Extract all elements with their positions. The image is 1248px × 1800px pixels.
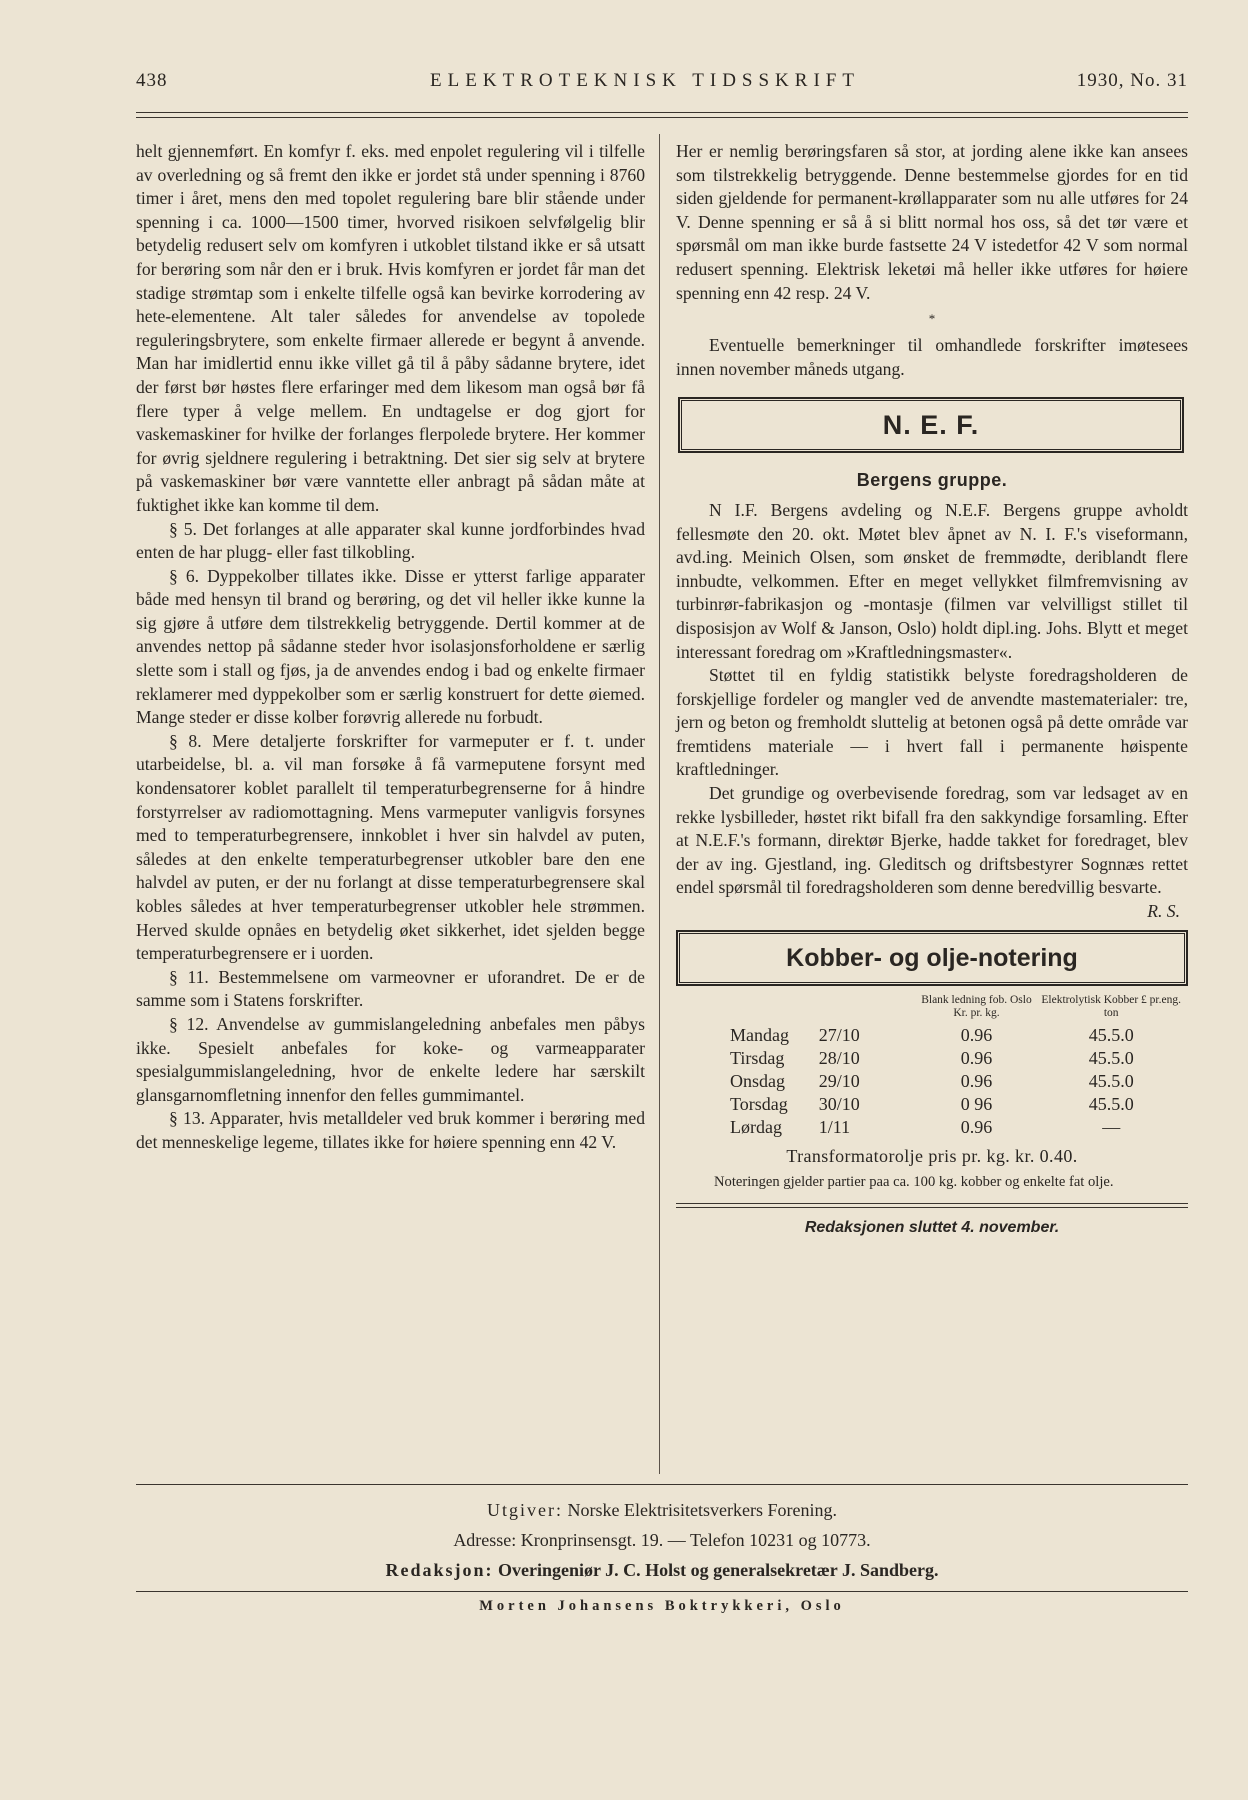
right-column	[676, 140, 1188, 1239]
table-row	[676, 1093, 1188, 1116]
blank-price: 0 96	[960, 1094, 993, 1115]
blank-price: 0.96	[960, 1117, 993, 1138]
utgiver-label: Utgiver:	[487, 1500, 564, 1520]
nef-paragraph-1: N I.F. Bergens avdeling og N.E.F. Bergens gruppe avholdt fellesmøte den 20. okt. Møtet blev åpnet av N. I. F.'s viseformann, avd.ing. Meinich Olsen, som ønsket de fremmødte, deriblandt flere innbudte, velkommen. Efter en meget vellykket filmfremvisning av turbinrør-fabrikasjon og -montasje (filmen var velvilligst stillet til disposisjon av Wolf & Janson, Oslo) holdt dipl.ing. Johs. Blytt et meget interessant foredrag om »Kraftledningsmaster«.	[676, 499, 1188, 662]
paragraph-section-11: § 11. Bestemmelsene om varmeovner er uforandret. De er de samme som i Statens forskrifter.	[136, 966, 645, 1011]
paragraph-section-6: § 6. Dyppekolber tillates ikke. Disse er ytterst farlige apparater både med hensyn til brand og berøring, og det vil heller ikke kunne la sig gjøre å utføre dem tilstrekkelig betryggende. Dertil kommer at de anvendes nettop på sådanne steder hvor isolasjonsforholdene er særlig slette som i stall og fjøs, ja de anvendes endog i bad og enkelte firmaer reklamerer med dyppekolber som er særlig konstruert for dette øiemed. Mange steder er disse kolber forøvrig allerede nu forbudt.	[136, 565, 645, 728]
date: 29/10	[818, 1071, 860, 1092]
elektro-price: 45.5.0	[1088, 1025, 1134, 1046]
paragraph-section-5: § 5. Det forlanges at alle apparater skal kunne jordforbindes hvad enten de har plugg- eller fast tilkobling.	[136, 518, 645, 563]
elektro-price: 45.5.0	[1088, 1048, 1134, 1069]
kobber-title: Kobber- og olje-notering	[786, 944, 1078, 973]
blank-price: 0.96	[960, 1048, 993, 1069]
table-row	[676, 1070, 1188, 1093]
paragraph-remarks: Eventuelle bemerkninger til omhandlede forskrifter imøtesees innen november måneds utgang.	[676, 335, 1188, 379]
kobber-table	[676, 994, 1188, 1139]
star-separator: *	[928, 311, 936, 327]
kobber-col-elektro: Elektrolytisk Kobber £ pr.eng. ton	[1041, 994, 1181, 1020]
nef-paragraph-3	[676, 782, 1188, 922]
elektro-price: —	[1102, 1117, 1121, 1138]
paragraph: helt gjennemført. En komfyr f. eks. med enpolet regulering vil i tilfelle av overledning og så fremt den ikke er jordet stå under spenning i 8760 timer i året, mens den med topolet regulering bare blir stående under spenning i ca. 1000—1500 timer, hvorved risikoen selvfølgelig blir betydelig redusert selv om komfyren i utkoblet tilstand ikke er så utsatt for berøring som når den er i bruk. Hvis komfyren er jordet får man det stadige strømtap som i enkelte tilfelle også kan bevirke korrodering av hete-elementene. Alt taler således for anvendelse av topolede reguleringsbrytere, som enkelte firmaer allerede er begynt å anvende. Man har imidlertid ennu ikke villet gå til å påby sådanne brytere, idet der først bør høstes flere erfaringer med dem likesom man også bør få flere typer å velge mellem. En undtagelse er dog gjort for vaskemaskiner for hvilke der forlanges flerpolede brytere. Her kommer for øvrig sjeldnere regulering i betraktning. Det sier sig selv at brytere på vaskemaskiner bør være vanntette eller anbragt på sådan måte at fuktighet ikke kan komme til dem.	[136, 141, 645, 515]
adresse-value: Kronprinsensgt. 19. — Telefon 10231 og 10773.	[520, 1530, 871, 1550]
redaksjon-label: Redaksjon:	[385, 1560, 494, 1580]
issue-number: 1930, No. 31	[1076, 70, 1188, 91]
paragraph-section-8: § 8. Mere detaljerte forskrifter for varmeputer er f. t. under utarbeidelse, bl. a. vil man forsøke å få varmeputene forsynt med kondensatorer koblet parallelt til temperaturbegrenserne for å hindre forstyrrelser av radiomottagning. Mens varmeputer vanligvis forsynes med to temperaturbegrensere, innkoblet i hver sin halvdel av puten, således at den enkelte temperaturbegrenser utkobler bare den ene halvdel av puten, er der nu forlangt at disse temperaturbegrensere skal kobles således at hver temperaturbegrenser utkobler hele strømmen. Herved skulde opnåes en betydelig øket sikkerhet, idet sjelden begge temperaturbegrensere er i uorden.	[136, 730, 645, 964]
nef-subtitle: Bergens gruppe.	[856, 470, 1008, 491]
end-rule	[676, 1203, 1188, 1208]
nef-title: N. E. F.	[882, 410, 980, 441]
footer-adresse	[136, 1530, 1188, 1551]
journal-title: ELEKTROTEKNISK TIDSSKRIFT	[430, 70, 860, 91]
elektro-price: 45.5.0	[1088, 1071, 1134, 1092]
paragraph-section-13: § 13. Apparater, hvis metalldeler ved bruk kommer i berøring med det menneskelige legeme, tillates ikke for høiere spenning enn 42 V.	[136, 1108, 645, 1152]
column-divider	[659, 134, 660, 1474]
transformer-oil-price: Transformatorolje pris pr. kg. kr. 0.40.	[786, 1146, 1078, 1167]
printer-rule	[136, 1591, 1188, 1592]
date: 28/10	[818, 1048, 860, 1069]
elektro-price: 45.5.0	[1088, 1094, 1134, 1115]
table-row	[676, 1116, 1188, 1139]
table-row	[676, 1047, 1188, 1070]
kobber-note: Noteringen gjelder partier paa ca. 100 kg. kobber og enkelte fat olje.	[714, 1173, 1114, 1190]
day: Onsdag	[730, 1071, 785, 1092]
printer-credit: Morten Johansens Boktrykkeri, Oslo	[479, 1598, 845, 1614]
adresse-label: Adresse:	[453, 1530, 517, 1550]
nef-title-box	[678, 397, 1184, 453]
table-row	[676, 1024, 1188, 1047]
date: 30/10	[818, 1094, 860, 1115]
paragraph: Her er nemlig berøringsfaren så stor, at jording alene ikke kan ansees som tilstrekkelig betryggende. Denne bestemmelse gjordes for en tid siden gjeldende for permanent-krøllapparater som nu alle utføres for 24 V. Denne spenning er så å si blitt normal hos oss, så det tør være et spørsmål om man ikke burde fastsette 24 V istedetfor 42 V som normal redusert spenning. Elektrisk leketøi må heller ikke utføres for høiere spenning enn 42 resp. 24 V.	[676, 141, 1188, 303]
footer-utgiver	[136, 1500, 1188, 1521]
date: 27/10	[818, 1025, 860, 1046]
footer-rule	[136, 1484, 1188, 1485]
left-column	[136, 140, 645, 1155]
nef-paragraph-2: Støttet til en fyldig statistikk belyste foredragsholderen de forskjellige fordeler og mangler ved de anvendte mastematerialer: tre, jern og beton og fremholdt sluttelig at betonen også på dette område var fremtidens materiale — i hvert fall i permanente høispente kraftledninger.	[676, 665, 1188, 780]
editorial-closing: Redaksjonen sluttet 4. november.	[804, 1218, 1060, 1236]
nef-paragraph-3-text: Det grundige og overbevisende foredrag, som var ledsaget av en rekke lysbilleder, høstet rikt bifall fra den sakkyndige forsamling. Efter at N.E.F.'s formann, direktør Bjerke, hadde takket for foredraget, blev der av ing. Gjestland, ing. Gleditsch og driftsbestyrer Sognnæs rettet endel spørsmål til foredragsholderen som denne beredvillig besvarte.	[676, 783, 1188, 898]
redaksjon-value: Overingeniør J. C. Holst og generalsekretær J. Sandberg.	[498, 1560, 939, 1580]
day: Lørdag	[730, 1117, 782, 1138]
blank-price: 0.96	[960, 1071, 993, 1092]
day: Mandag	[730, 1025, 789, 1046]
kobber-col-blank: Blank ledning fob. Oslo Kr. pr. kg.	[921, 994, 1032, 1020]
kobber-title-box	[676, 930, 1188, 986]
header-rule	[136, 112, 1188, 118]
blank-price: 0.96	[960, 1025, 993, 1046]
footer-redaksjon	[136, 1560, 1188, 1581]
day: Tirsdag	[730, 1048, 785, 1069]
utgiver-value: Norske Elektrisitetsverkers Forening.	[567, 1500, 837, 1520]
day: Torsdag	[730, 1094, 788, 1115]
paragraph-section-12: § 12. Anvendelse av gummislangeledning anbefales men påbys ikke. Spesielt anbefales for koke- og varmeapparater spesialgummislangeledning, hvor de enkelte ledere har særskilt glansgarnomfletning innenfor den felles gummimantel.	[136, 1013, 645, 1105]
nef-signature: R. S.	[1147, 901, 1180, 922]
date: 1/11	[818, 1117, 851, 1138]
page-number: 438	[136, 70, 168, 91]
